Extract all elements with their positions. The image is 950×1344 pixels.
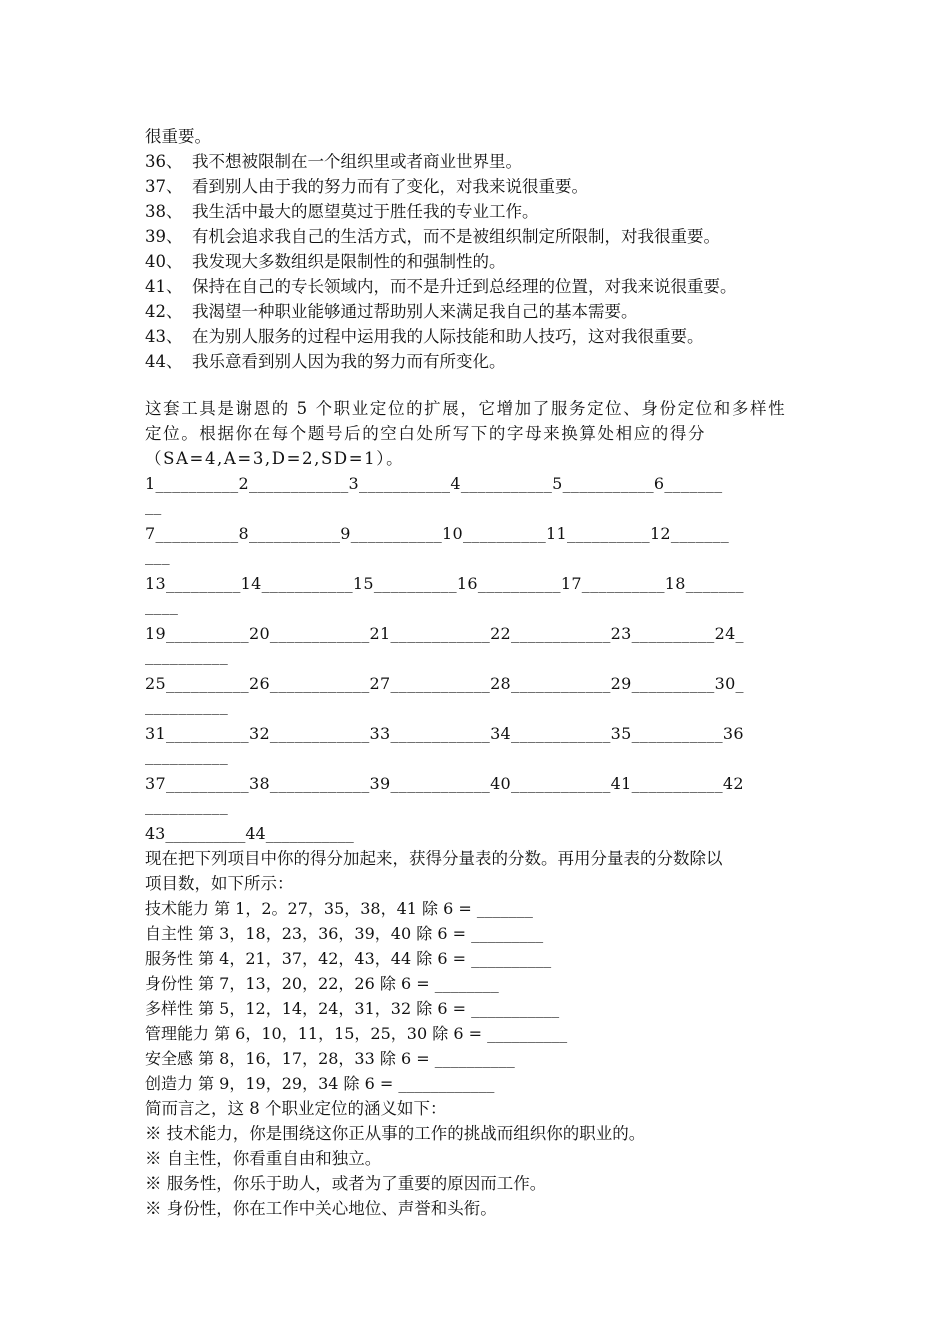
meaning-item: ※ 身份性，你在工作中关心地位、声誉和头衔。 [145,1199,497,1218]
answer-row [145,771,825,821]
explanation-line: 这套工具是谢恩的 5 个职业定位的扩展，它增加了服务定位、身份定位和多样性 [145,399,787,418]
statement-number: 37、 [145,177,183,196]
scale-item[interactable]: 身份性 第 7，13，20，22，26 除 6 = ________ [145,974,499,993]
explanation-paragraph [145,396,825,471]
explanation-line: 定位。根据你在每个题号后的空白处所写下的字母来换算处相应的得分 [145,424,707,443]
answer-row [145,621,825,671]
answer-blanks[interactable]: 7__________8___________9___________10__________11__________12_______ [145,524,730,543]
statement-number: 36、 [145,152,183,171]
statement-number: 40、 [145,252,183,271]
statement-number: 38、 [145,202,183,221]
document-page [145,124,825,1221]
statement-item [145,149,825,174]
statement-item [145,349,825,374]
scale-item[interactable]: 创造力 第 9，19，29，34 除 6 = ____________ [145,1074,495,1093]
answer-row [145,571,825,621]
statement-text: 在为别人服务的过程中运用我的人际技能和助人技巧，这对我很重要。 [192,327,704,346]
statement-number: 39、 [145,227,183,246]
answer-row [145,471,825,521]
scale-item[interactable]: 多样性 第 5，12，14，24，31，32 除 6 = ___________ [145,999,560,1018]
statement-item [145,249,825,274]
statement-item [145,299,825,324]
statement-text: 我渴望一种职业能够通过帮助别人来满足我自己的基本需要。 [192,302,638,321]
answer-blanks[interactable]: 19__________20____________21____________22____________23__________24_ [145,624,744,643]
scale-list [145,896,825,1096]
statement-item [145,174,825,199]
explanation-line: （SA=4,A=3,D=2,SD=1）。 [145,449,405,468]
meaning-item: ※ 自主性，你看重自由和独立。 [145,1149,382,1168]
answer-blanks-wrap[interactable]: __________ [145,796,228,815]
answer-blanks-wrap[interactable]: ____ [145,596,179,615]
statement-text: 我生活中最大的愿望莫过于胜任我的专业工作。 [192,202,539,221]
answer-blanks-wrap[interactable]: __ [145,496,162,515]
scale-item[interactable]: 自主性 第 3，18，23，36，39，40 除 6 = _________ [145,924,544,943]
statement-number: 42、 [145,302,183,321]
answer-row-last[interactable]: 43__________44___________ [145,824,354,843]
statement-text: 看到别人由于我的努力而有了变化，对我来说很重要。 [192,177,588,196]
statement-item [145,199,825,224]
answer-blanks[interactable]: 1__________2____________3___________4___________5___________6_______ [145,474,723,493]
meaning-list [145,1121,825,1221]
answer-blanks-wrap[interactable]: ___ [145,546,170,565]
statement-text: 我不想被限制在一个组织里或者商业世界里。 [192,152,522,171]
statement-item [145,224,825,249]
answer-row [145,521,825,571]
instruction-line: 现在把下列项目中你的得分加起来，获得分量表的分数。再用分量表的分数除以 [145,849,723,868]
answer-blanks[interactable]: 31__________32____________33____________34____________35___________36 [145,724,744,743]
statement-item [145,324,825,349]
scale-item[interactable]: 技术能力 第 1，2。27，35，38，41 除 6 = _______ [145,899,533,918]
answer-blanks[interactable]: 37__________38____________39____________40____________41___________42 [145,774,744,793]
spacer [145,374,825,396]
scale-item[interactable]: 服务性 第 4，21，37，42，43，44 除 6 = __________ [145,949,552,968]
answer-blanks-wrap[interactable]: __________ [145,746,228,765]
meaning-item: ※ 技术能力，你是围绕这你正从事的工作的挑战而组织你的职业的。 [145,1124,646,1143]
instruction-line: 项目数，如下所示： [145,874,294,893]
answer-sheet [145,471,825,846]
intro-tail: 很重要。 [145,127,211,146]
answer-blanks-wrap[interactable]: __________ [145,646,228,665]
statement-item [145,274,825,299]
answer-blanks[interactable]: 13_________14___________15__________16__________17__________18_______ [145,574,744,593]
statement-text: 我乐意看到别人因为我的努力而有所变化。 [192,352,506,371]
statement-text: 有机会追求我自己的生活方式，而不是被组织制定所限制，对我很重要。 [192,227,720,246]
answer-row [145,671,825,721]
scale-item[interactable]: 安全感 第 8，16，17，28，33 除 6 = __________ [145,1049,515,1068]
scale-item[interactable]: 管理能力 第 6，10，11，15，25，30 除 6 = __________ [145,1024,568,1043]
statement-number: 43、 [145,327,183,346]
meaning-item: ※ 服务性，你乐于助人，或者为了重要的原因而工作。 [145,1174,547,1193]
statement-number: 41、 [145,277,183,296]
answer-blanks-wrap[interactable]: __________ [145,696,228,715]
answer-row [145,721,825,771]
statement-number: 44、 [145,352,183,371]
statement-text: 我发现大多数组织是限制性的和强制性的。 [192,252,506,271]
statement-text: 保持在自己的专长领域内，而不是升迁到总经理的位置，对我来说很重要。 [192,277,737,296]
statement-list [145,149,825,374]
summary-title: 简而言之，这 8 个职业定位的涵义如下： [145,1099,447,1118]
answer-blanks[interactable]: 25__________26____________27____________28____________29__________30_ [145,674,744,693]
